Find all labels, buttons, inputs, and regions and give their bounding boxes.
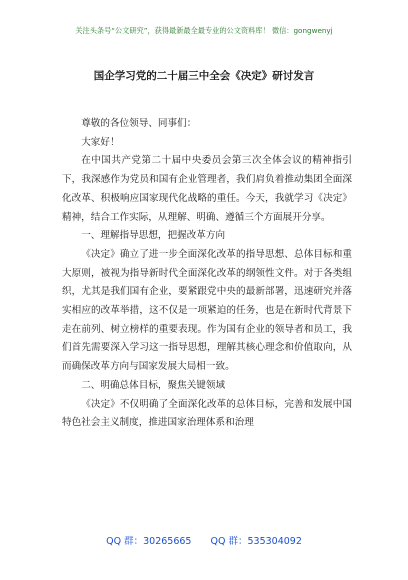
- salutation: 尊敬的各位领导、同事们：: [81, 118, 197, 129]
- document-title: 国企学习党的二十届三中全会《决定》研讨发言: [93, 70, 315, 82]
- footer-qq-group-1: QQ 群：30265665: [106, 536, 192, 547]
- document-body: [62, 115, 352, 433]
- paragraph: 《决定》确立了进一步全面深化改革的指导思想、总体目标和重大原则，被视为指导新时代全面深化改革的纲领性文件。对于各类组织，尤其是我们国有企业，要紧跟党中央的最新部署，迅速研究并落实相应的改革举措，这不仅是一项紧迫的任务，也是在新时代背景下走在前列、树立榜样的重要表现。作为国有企业的领导者和员工，我们首先需要深入学习这一指导思想，理解其核心理念和价值取向，从而确保改革方向与国家发展大局相一致。: [62, 248, 352, 373]
- greeting: 大家好！: [81, 136, 120, 148]
- paragraph: 《决定》不仅明确了全面深化改革的总体目标，完善和发展中国特色社会主义制度，推进国家治理体系和治理: [62, 398, 352, 429]
- section-heading: 一、理解指导思想，把握改革方向: [81, 230, 226, 242]
- section-heading: 二、明确总体目标，聚焦关键领域: [81, 379, 226, 391]
- footer: [0, 533, 408, 547]
- footer-qq-group-2: QQ 群：535304092: [210, 536, 302, 547]
- paragraph: 在中国共产党第二十届中央委员会第三次全体会议的精神指引下，我深感作为党员和国有企业管理者，我们肩负着推动集团全面深化改革、积极响应国家现代化战略的重任。今天，我就学习《决定》精神，结合工作实际，从理解、明确、遵循三个方面展开分享。: [62, 155, 352, 223]
- header-note: 关注头条号“公文研究”，获得最新最全最专业的公文资料库！ 微信：gongwenyj: [75, 26, 333, 35]
